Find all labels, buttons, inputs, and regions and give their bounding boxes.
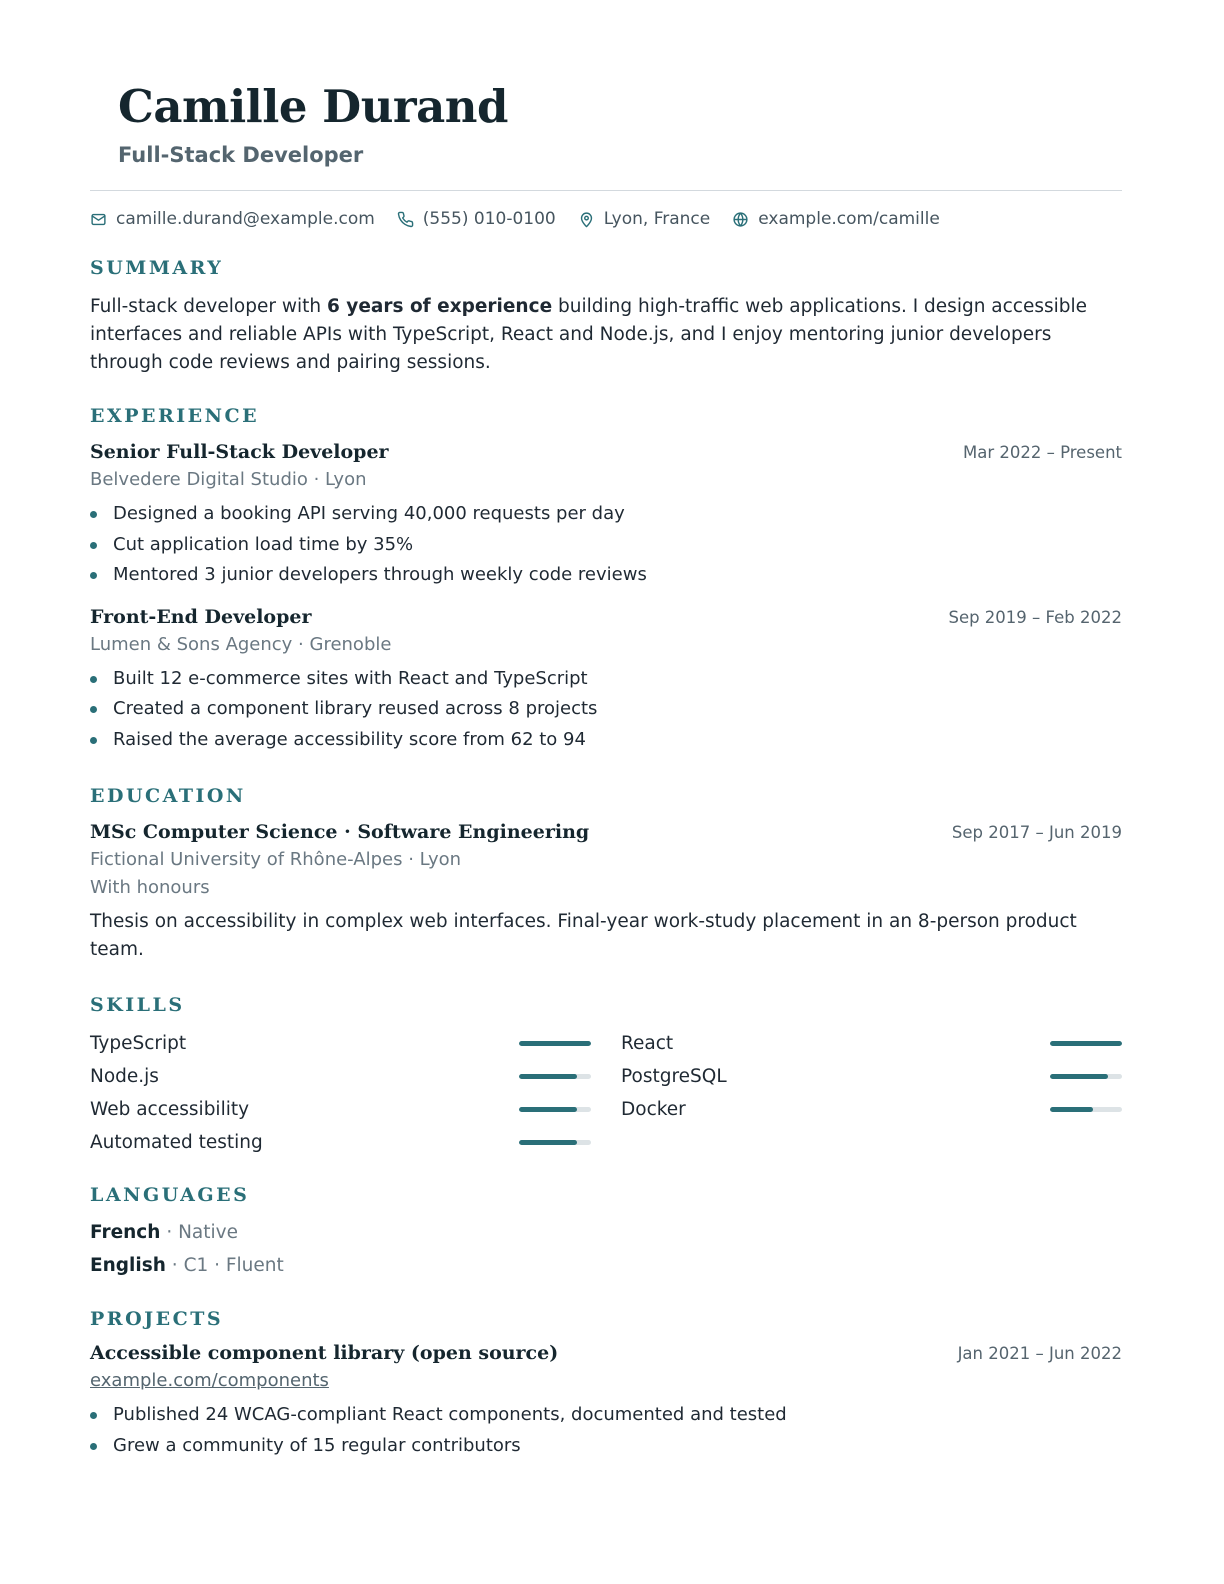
job-bullets bbox=[90, 499, 1122, 591]
education-header bbox=[90, 818, 1122, 846]
skill-level-bar bbox=[1050, 1041, 1122, 1046]
contact-email[interactable] bbox=[90, 209, 375, 229]
education-school: Fictional University of Rhône-Alpes · Lyon bbox=[90, 849, 462, 870]
job-header bbox=[90, 438, 1122, 466]
project-header bbox=[90, 1339, 1122, 1367]
skill-level-fill bbox=[519, 1107, 577, 1112]
skill-name: PostgreSQL bbox=[621, 1066, 727, 1087]
list-item: Built 12 e-commerce sites with React and TypeScript bbox=[90, 664, 1122, 695]
summary-highlight: 6 years of experience bbox=[326, 296, 553, 317]
skills-column-left bbox=[90, 1027, 591, 1159]
skill-item bbox=[621, 1027, 1122, 1060]
education-section bbox=[90, 783, 1122, 964]
location-pin-icon bbox=[578, 211, 595, 228]
skill-level-fill bbox=[519, 1140, 577, 1145]
skill-level-bar bbox=[519, 1041, 591, 1046]
contact-phone[interactable] bbox=[397, 209, 556, 229]
skill-level-fill bbox=[519, 1074, 577, 1079]
skills-title: SKILLS bbox=[90, 994, 185, 1016]
project-name: Accessible component library (open source) bbox=[90, 1342, 559, 1364]
education-description: Thesis on accessibility in complex web interfaces. Final-year work-study placement in an 8-person product team. bbox=[90, 911, 1077, 960]
job-entry bbox=[90, 438, 1122, 591]
summary-text bbox=[90, 293, 1122, 377]
contact-website-text: example.com/camille bbox=[758, 209, 940, 229]
project-date: Jan 2021 – Jun 2022 bbox=[957, 1344, 1122, 1363]
language-name: French bbox=[90, 1222, 161, 1243]
skill-item bbox=[621, 1093, 1122, 1126]
job-role: Front-End Developer bbox=[90, 605, 312, 628]
list-item: Designed a booking API serving 40,000 requests per day bbox=[90, 499, 1122, 530]
skill-name: Automated testing bbox=[90, 1132, 263, 1153]
skill-name: React bbox=[621, 1033, 674, 1054]
skill-level-bar bbox=[1050, 1074, 1122, 1079]
summary-section bbox=[90, 255, 1122, 377]
skills-section bbox=[90, 992, 1122, 1159]
project-bullets bbox=[90, 1400, 1122, 1461]
list-item: Mentored 3 junior developers through weekly code reviews bbox=[90, 560, 1122, 591]
candidate-role: Full-Stack Developer bbox=[118, 143, 364, 167]
language-item bbox=[90, 1216, 1122, 1249]
list-item: Cut application load time by 35% bbox=[90, 530, 1122, 561]
skill-name: Node.js bbox=[90, 1066, 159, 1087]
phone-icon bbox=[397, 211, 414, 228]
experience-title: EXPERIENCE bbox=[90, 405, 260, 427]
job-role: Senior Full-Stack Developer bbox=[90, 441, 389, 463]
skill-level-fill bbox=[1050, 1107, 1093, 1112]
skill-level-fill bbox=[1050, 1041, 1122, 1046]
contact-website[interactable] bbox=[732, 209, 940, 229]
project-link[interactable]: example.com/components bbox=[90, 1370, 329, 1391]
language-item bbox=[90, 1249, 1122, 1282]
candidate-name: Camille Durand bbox=[118, 80, 508, 133]
contact-phone-text: (555) 010-0100 bbox=[422, 209, 556, 229]
job-date: Mar 2022 – Present bbox=[962, 443, 1122, 462]
contact-location bbox=[578, 209, 710, 229]
skill-level-fill bbox=[519, 1041, 591, 1046]
skill-name: Docker bbox=[621, 1099, 686, 1120]
skill-level-fill bbox=[1050, 1074, 1108, 1079]
list-item: Grew a community of 15 regular contributors bbox=[90, 1431, 1122, 1462]
list-item: Published 24 WCAG-compliant React components, documented and tested bbox=[90, 1400, 1122, 1431]
skills-grid bbox=[90, 1027, 1122, 1159]
languages-section bbox=[90, 1182, 1122, 1282]
summary-lead: Full-stack developer with bbox=[90, 296, 327, 317]
skills-column-right bbox=[621, 1027, 1122, 1159]
job-org: Lumen & Sons Agency · Grenoble bbox=[90, 633, 392, 655]
job-bullets bbox=[90, 664, 1122, 756]
contact-location-text: Lyon, France bbox=[603, 209, 711, 229]
globe-icon bbox=[732, 211, 749, 228]
skill-name: TypeScript bbox=[90, 1033, 187, 1054]
contact-bar bbox=[90, 206, 1122, 232]
project-entry bbox=[90, 1339, 1122, 1461]
job-entry bbox=[90, 603, 1122, 756]
skill-item bbox=[90, 1093, 591, 1126]
projects-title: PROJECTS bbox=[90, 1308, 224, 1330]
skill-name: Web accessibility bbox=[90, 1099, 250, 1120]
resume-header bbox=[90, 0, 1122, 170]
languages-list bbox=[90, 1216, 1122, 1282]
list-item: Raised the average accessibility score from 62 to 94 bbox=[90, 725, 1122, 756]
skill-level-bar bbox=[519, 1140, 591, 1145]
language-level: · C1 · Fluent bbox=[165, 1255, 284, 1276]
language-name: English bbox=[90, 1255, 166, 1276]
header-divider bbox=[90, 190, 1122, 191]
contact-email-text: camille.durand@example.com bbox=[116, 209, 375, 229]
skill-item bbox=[90, 1060, 591, 1093]
summary-rest: building high-traffic web applications. I design accessible interfaces and reliable APIs with TypeScript, React and Node.js, and I enjoy mentoring junior developers through code reviews and pairing sessions. bbox=[90, 296, 1088, 373]
job-org: Belvedere Digital Studio · Lyon bbox=[90, 469, 367, 490]
experience-section bbox=[90, 403, 1122, 755]
education-entry bbox=[90, 818, 1122, 964]
education-title: EDUCATION bbox=[90, 785, 246, 807]
summary-title: SUMMARY bbox=[90, 257, 224, 279]
skill-level-bar bbox=[519, 1074, 591, 1079]
education-degree: MSc Computer Science · Software Engineering bbox=[90, 821, 590, 843]
job-date: Sep 2019 – Feb 2022 bbox=[948, 607, 1122, 627]
language-level: · Native bbox=[160, 1222, 238, 1243]
skill-item bbox=[90, 1027, 591, 1060]
languages-title: LANGUAGES bbox=[90, 1184, 250, 1206]
skill-item bbox=[621, 1060, 1122, 1093]
job-header bbox=[90, 603, 1122, 631]
mail-icon bbox=[90, 211, 107, 228]
education-date: Sep 2017 – Jun 2019 bbox=[951, 823, 1122, 842]
skill-item bbox=[90, 1126, 591, 1159]
skill-level-bar bbox=[1050, 1107, 1122, 1112]
list-item: Created a component library reused across 8 projects bbox=[90, 694, 1122, 725]
education-honours: With honours bbox=[90, 877, 210, 898]
skill-level-bar bbox=[519, 1107, 591, 1112]
projects-section bbox=[90, 1306, 1122, 1461]
